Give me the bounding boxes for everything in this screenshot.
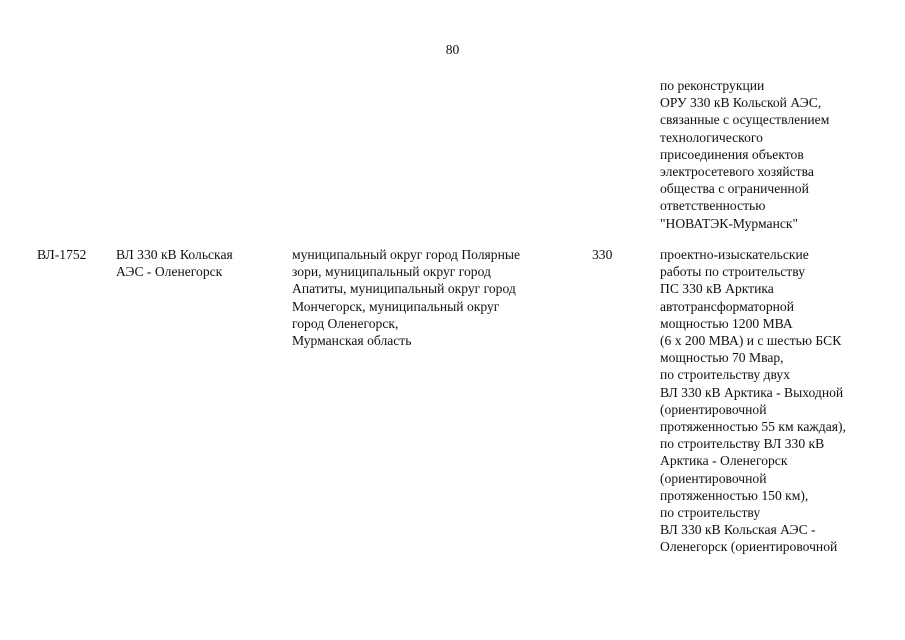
line-code-cell: ВЛ-1752 <box>37 247 87 262</box>
note-line: ответственностью <box>660 198 766 214</box>
line-name-cell <box>116 246 233 280</box>
location-line: муниципальный округ город Полярные <box>292 247 521 262</box>
location-line: Мурманская область <box>292 333 412 349</box>
note-line: присоединения объектов <box>660 146 804 162</box>
note-line: ВЛ 330 кВ Кольская АЭС - <box>660 522 816 538</box>
note-line: по реконструкции <box>660 78 765 93</box>
note-line: электросетевого хозяйства <box>660 164 814 180</box>
note-line: ВЛ 330 кВ Арктика - Выходной <box>660 384 844 400</box>
location-line: город Оленегорск, <box>292 315 399 331</box>
note-line: "НОВАТЭК-Мурманск" <box>660 215 799 231</box>
location-line: Апатиты, муниципальный округ город <box>292 281 516 297</box>
note-line: проектно-изыскательские <box>660 247 809 262</box>
name-line: АЭС - Оленегорск <box>116 264 223 280</box>
note-line: Оленегорск (ориентировочной <box>660 539 838 555</box>
note-line: общества с ограниченной <box>660 181 809 197</box>
note-line: протяженностью 150 км), <box>660 487 809 503</box>
note-cell <box>660 246 846 556</box>
location-cell <box>292 246 520 349</box>
voltage-cell: 330 <box>592 247 613 262</box>
note-line: протяженностью 55 км каждая), <box>660 419 846 435</box>
location-line: Мончегорск, муниципальный округ <box>292 298 500 314</box>
name-line: ВЛ 330 кВ Кольская <box>116 247 233 262</box>
note-line: Арктика - Оленегорск <box>660 453 788 469</box>
note-line: (ориентировочной <box>660 401 767 417</box>
note-line: мощностью 70 Мвар, <box>660 350 784 366</box>
continued-note-cell <box>660 77 829 232</box>
note-line: по строительству ВЛ 330 кВ <box>660 436 825 452</box>
note-line: по строительству двух <box>660 367 791 383</box>
note-line: связанные с осуществлением <box>660 112 830 128</box>
page-number: 80 <box>445 42 460 57</box>
note-line: ОРУ 330 кВ Кольской АЭС, <box>660 95 822 111</box>
note-line: ПС 330 кВ Арктика <box>660 281 774 297</box>
note-line: мощностью 1200 МВА <box>660 315 793 331</box>
note-line: работы по строительству <box>660 264 805 280</box>
location-line: зори, муниципальный округ город <box>292 264 491 280</box>
note-line: (6 х 200 МВА) и с шестью БСК <box>660 333 842 349</box>
note-line: (ориентировочной <box>660 470 767 486</box>
note-line: автотрансформаторной <box>660 298 794 314</box>
note-line: по строительству <box>660 505 761 521</box>
note-line: технологического <box>660 129 763 145</box>
